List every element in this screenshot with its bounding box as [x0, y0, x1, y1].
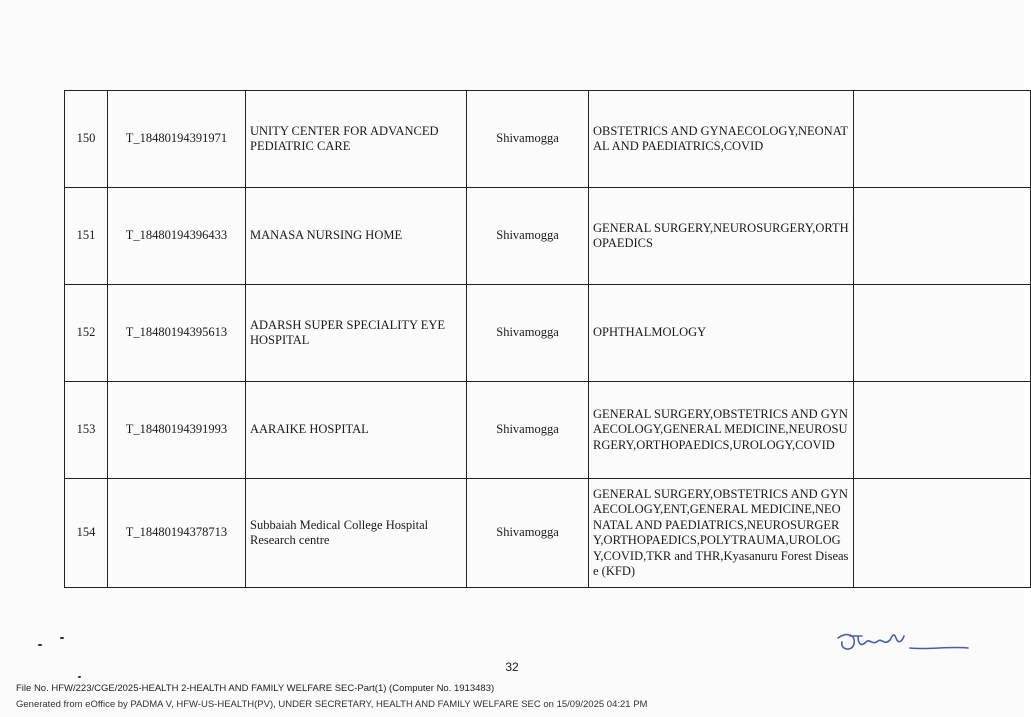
- table-row: [65, 91, 1031, 188]
- hospital-id-cell: T_18480194378713: [108, 479, 246, 588]
- signature-icon: [832, 626, 972, 660]
- specialities-cell: OBSTETRICS AND GYNAECOLOGY,NEONATAL AND PAEDIATRICS,COVID: [589, 91, 854, 188]
- specialities-cell: GENERAL SURGERY,OBSTETRICS AND GYNAECOLOGY,GENERAL MEDICINE,NEUROSURGERY,ORTHOPAEDICS,UROLOGY,COVID: [589, 382, 854, 479]
- specialities-cell: GENERAL SURGERY,OBSTETRICS AND GYNAECOLOGY,ENT,GENERAL MEDICINE,NEONATAL AND PAEDIATRICS,NEUROSURGERY,ORTHOPAEDICS,POLYTRAUMA,UROLOGY,COVID,TKR and THR,Kyasanuru Forest Disease (KFD): [589, 479, 854, 588]
- table-row: [65, 285, 1031, 382]
- hospital-name-cell: Subbaiah Medical College Hospital Research centre: [246, 479, 467, 588]
- serial-number-cell: 151: [65, 188, 108, 285]
- table-row: [65, 479, 1031, 588]
- scan-speck: [78, 676, 81, 678]
- specialities-cell: OPHTHALMOLOGY: [589, 285, 854, 382]
- page-number: 32: [505, 660, 519, 674]
- district-cell: Shivamogga: [467, 285, 589, 382]
- hospital-id-cell: T_18480194396433: [108, 188, 246, 285]
- hospital-id-cell: T_18480194391971: [108, 91, 246, 188]
- hospital-id-cell: T_18480194395613: [108, 285, 246, 382]
- serial-number-cell: 153: [65, 382, 108, 479]
- district-cell: Shivamogga: [467, 91, 589, 188]
- hospital-name-cell: ADARSH SUPER SPECIALITY EYE HOSPITAL: [246, 285, 467, 382]
- table-row: [65, 188, 1031, 285]
- district-cell: Shivamogga: [467, 382, 589, 479]
- district-cell: Shivamogga: [467, 188, 589, 285]
- district-cell: Shivamogga: [467, 479, 589, 588]
- serial-number-cell: 150: [65, 91, 108, 188]
- file-number-footer: File No. HFW/223/CGE/2025-HEALTH 2-HEALTH AND FAMILY WELFARE SEC-Part(1) (Computer No. 1913483): [16, 683, 495, 694]
- hospital-table: [64, 90, 1031, 588]
- remarks-cell: [854, 188, 1031, 285]
- serial-number-cell: 152: [65, 285, 108, 382]
- generated-footer: [16, 699, 647, 704]
- scan-speck: [38, 644, 42, 646]
- specialities-cell: GENERAL SURGERY,NEUROSURGERY,ORTHOPAEDICS: [589, 188, 854, 285]
- scan-speck: [60, 637, 64, 639]
- hospital-id-cell: T_18480194391993: [108, 382, 246, 479]
- remarks-cell: [854, 382, 1031, 479]
- table-row: [65, 382, 1031, 479]
- remarks-cell: [854, 91, 1031, 188]
- remarks-cell: [854, 479, 1031, 588]
- serial-number-cell: 154: [65, 479, 108, 588]
- hospital-name-cell: MANASA NURSING HOME: [246, 188, 467, 285]
- remarks-cell: [854, 285, 1031, 382]
- hospital-name-cell: AARAIKE HOSPITAL: [246, 382, 467, 479]
- hospital-name-cell: UNITY CENTER FOR ADVANCED PEDIATRIC CARE: [246, 91, 467, 188]
- signature-stroke: [838, 635, 968, 649]
